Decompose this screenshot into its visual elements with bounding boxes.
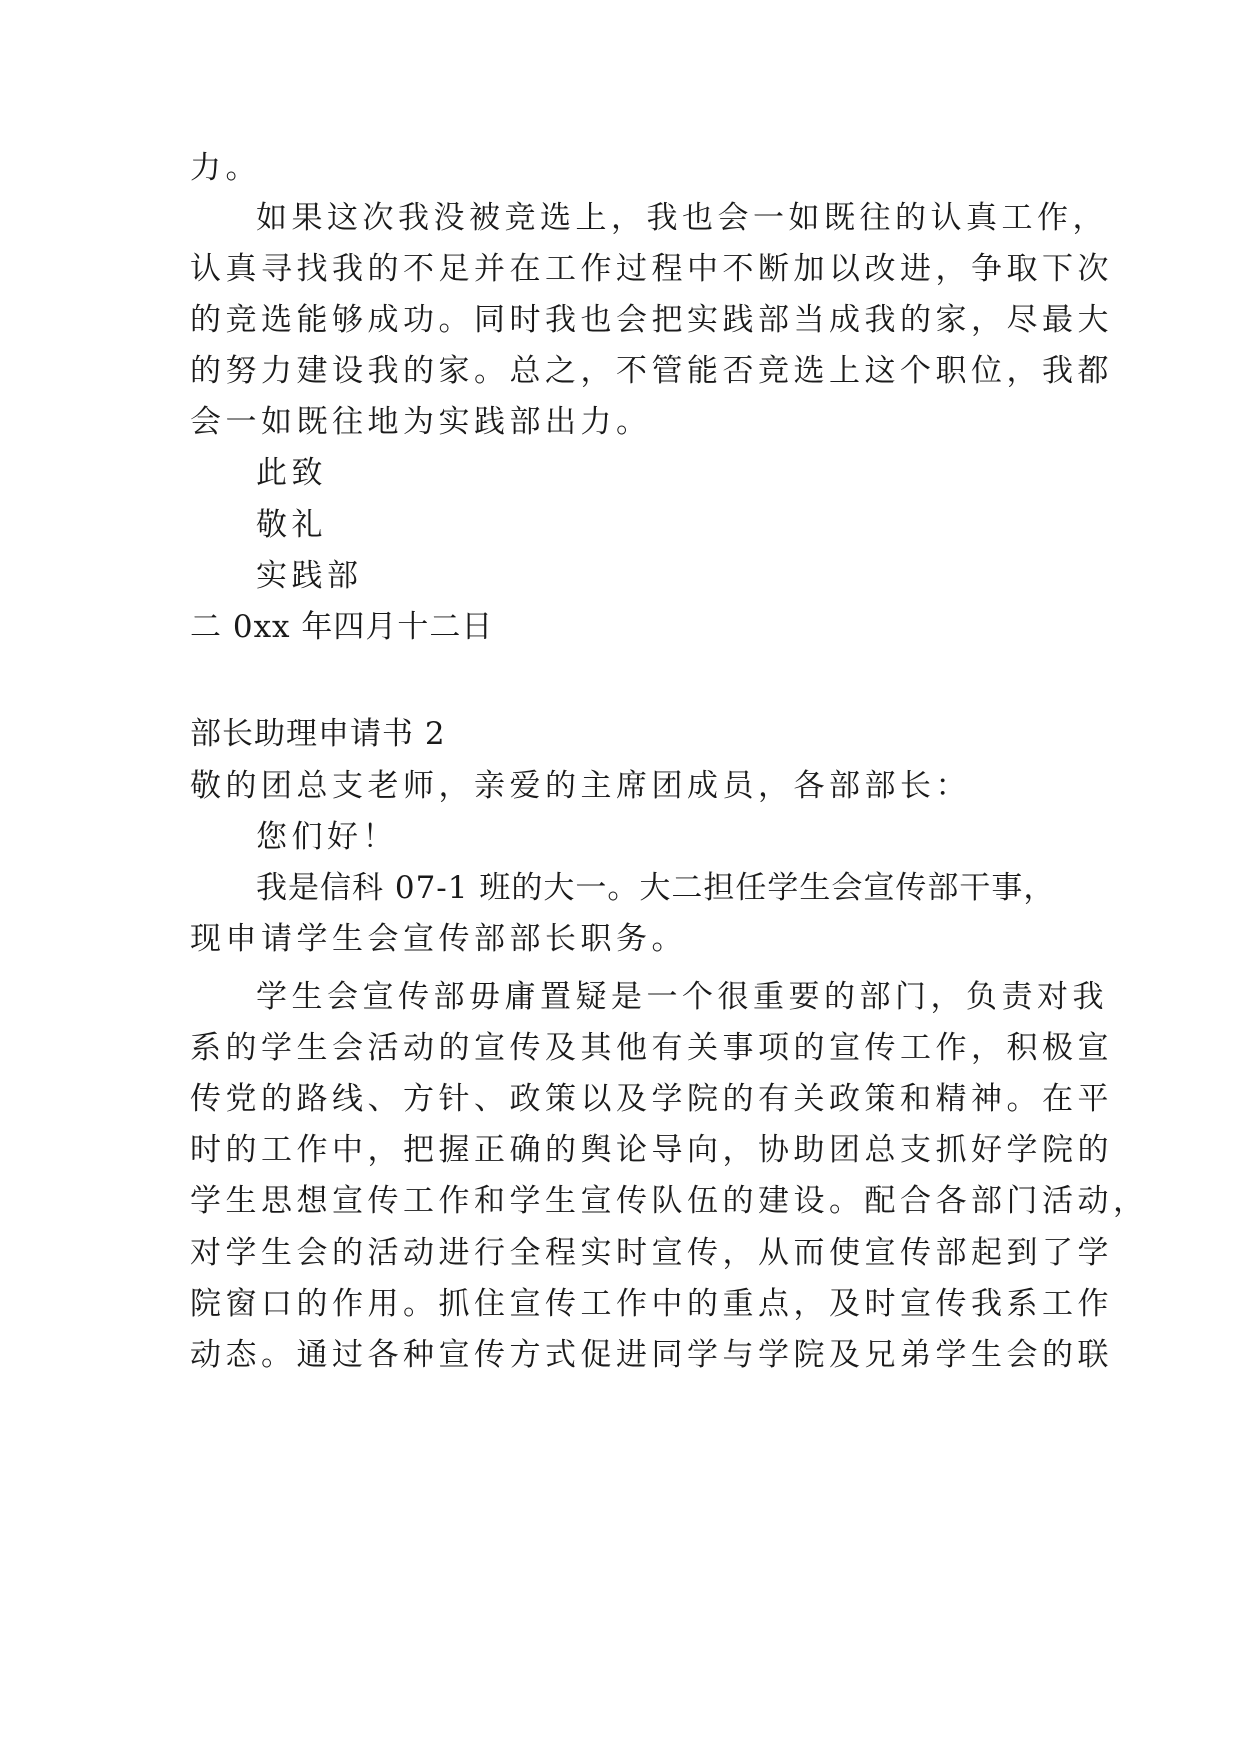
greeting-line: 您们好！ xyxy=(256,819,398,855)
paragraph-line: 如果这次我没被竞选上，我也会一如既往的认真工作， xyxy=(256,200,1108,236)
paragraph-line: 我是信科 07-1 班的大一。大二担任学生会宣传部干事， xyxy=(256,870,1056,906)
paragraph-line: 认真寻找我的不足并在工作过程中不断加以改进，争取下次 xyxy=(190,251,1113,287)
date-line: 二 0xx 年四月十二日 xyxy=(190,609,494,645)
paragraph-line: 对学生会的活动进行全程实时宣传，从而使宣传部起到了学 xyxy=(190,1235,1113,1271)
salutation-line: 敬的团总支老师，亲爱的主席团成员，各部部长： xyxy=(190,768,971,804)
section-title: 部长助理申请书 2 xyxy=(190,716,446,752)
paragraph-line: 系的学生会活动的宣传及其他有关事项的宣传工作，积极宣 xyxy=(190,1030,1113,1066)
paragraph-line: 动态。通过各种宣传方式促进同学与学院及兄弟学生会的联 xyxy=(190,1337,1113,1373)
paragraph-line: 传党的路线、方针、政策以及学院的有关政策和精神。在平 xyxy=(190,1081,1113,1117)
closing-line: 此致 xyxy=(256,455,327,491)
paragraph-line: 的竞选能够成功。同时我也会把实践部当成我的家，尽最大 xyxy=(190,302,1113,338)
signature-line: 实践部 xyxy=(256,558,363,594)
paragraph-line: 学生思想宣传工作和学生宣传队伍的建设。配合各部门活动， xyxy=(190,1183,1149,1219)
paragraph-line: 的努力建设我的家。总之，不管能否竞选上这个职位，我都 xyxy=(190,353,1113,389)
paragraph-line: 时的工作中，把握正确的舆论导向，协助团总支抓好学院的 xyxy=(190,1132,1113,1168)
paragraph-line: 现申请学生会宣传部部长职务。 xyxy=(190,921,687,957)
paragraph-line: 院窗口的作用。抓住宣传工作中的重点，及时宣传我系工作 xyxy=(190,1286,1113,1322)
paragraph-line: 力。 xyxy=(190,150,261,186)
paragraph-line: 会一如既往地为实践部出力。 xyxy=(190,404,652,440)
paragraph-line: 学生会宣传部毋庸置疑是一个很重要的部门，负责对我 xyxy=(256,979,1108,1015)
closing-line: 敬礼 xyxy=(256,507,327,543)
